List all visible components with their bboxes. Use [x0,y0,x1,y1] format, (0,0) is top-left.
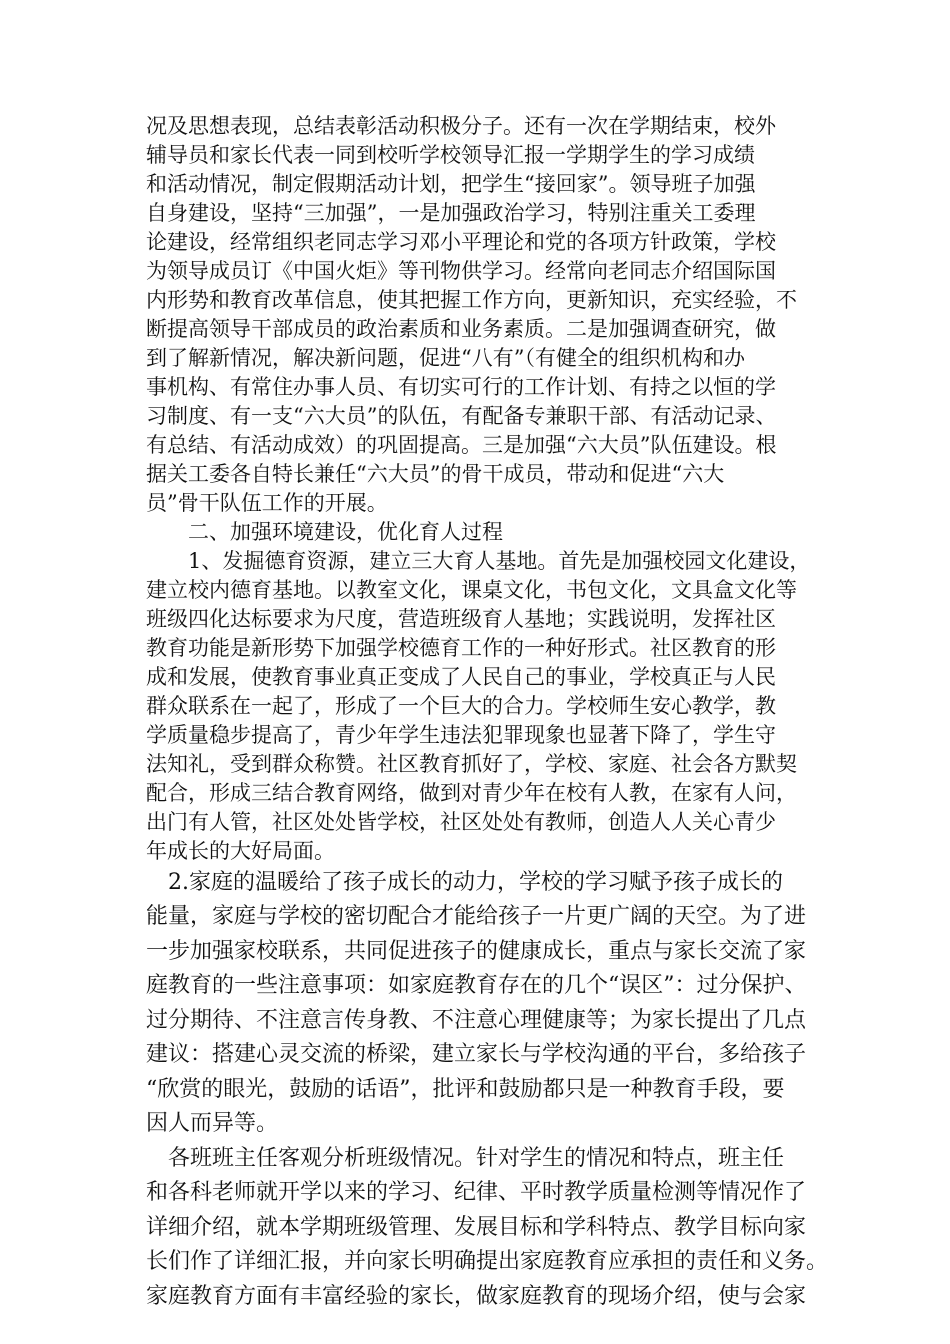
text-line: 自身建设，坚持“三加强”，一是加强政治学习，特别注重关工委理 [146,201,756,225]
text-line: 有总结、有活动成效）的巩固提高。三是加强“六大员”队伍建设。根 [146,433,777,457]
text-line: 年成长的大好局面。 [146,839,335,863]
text-line: 学质量稳步提高了，青少年学生违法犯罪现象也显著下降了，学生守 [146,723,776,747]
text-line: 班级四化达标要求为尺度，营造班级育人基地；实践说明，发挥社区 [146,607,776,631]
text-line: 配合，形成三结合教育网络，做到对青少年在校有人教，在家有人问， [146,781,797,805]
text-line: 辅导员和家长代表一同到校听学校领导汇报一学期学生的学习成绩 [146,143,755,167]
text-line: 庭教育的一些注意事项：如家庭教育存在的几个“误区”：过分保护、 [146,973,807,998]
text-line: 2.家庭的温暖给了孩子成长的动力，学校的学习赋予孩子成长的 [146,870,783,895]
text-line: 成和发展，使教育事业真正变成了人民自己的事业，学校真正与人民 [146,665,776,689]
text-line: 为领导成员订《中国火炬》等刊物供学习。经常向老同志介绍国际国 [146,259,776,283]
text-line: 员”骨干队伍工作的开展。 [146,491,388,515]
text-line: 建议：搭建心灵交流的桥梁，建立家长与学校沟通的平台，多给孩子 [146,1042,807,1067]
text-line: 况及思想表现，总结表彰活动积极分子。还有一次在学期结束，校外 [146,114,776,138]
text-line: 到了解新情况，解决新问题，促进“八有”（有健全的组织机构和办 [146,346,745,370]
text-line: 法知礼，受到群众称赞。社区教育抓好了，学校、家庭、社会各方默契 [146,752,797,776]
text-line: 1、发掘德育资源，建立三大育人基地。首先是加强校园文化建设， [146,549,811,573]
text-line: 群众联系在一起了，形成了一个巨大的合力。学校师生安心教学，教 [146,694,776,718]
text-line: 习制度、有一支“六大员”的队伍，有配备专兼职干部、有活动记录、 [146,404,777,428]
text-line: 详细介绍，就本学期班级管理、发展目标和学科特点、教学目标向家 [146,1215,807,1240]
text-line: 各班班主任客观分析班级情况。针对学生的情况和特点，班主任 [146,1146,785,1171]
text-line: 能量，家庭与学校的密切配合才能给孩子一片更广阔的天空。为了进 [146,904,807,929]
text-line: 教育功能是新形势下加强学校德育工作的一种好形式。社区教育的形 [146,636,776,660]
text-line: 论建设，经常组织老同志学习邓小平理论和党的各项方针政策，学校 [146,230,776,254]
text-line: “欣赏的眼光，鼓励的话语”，批评和鼓励都只是一种教育手段，要 [146,1077,785,1102]
text-line: 据关工委各自特长兼任“六大员”的骨干成员，带动和促进“六大 [146,462,725,486]
text-line: 长们作了详细汇报，并向家长明确提出家庭教育应承担的责任和义务。 [146,1249,829,1274]
text-line: 因人而异等。 [146,1111,279,1136]
text-line: 一步加强家校联系，共同促进孩子的健康成长，重点与家长交流了家 [146,939,807,964]
text-line: 断提高领导干部成员的政治素质和业务素质。二是加强调查研究，做 [146,317,776,341]
section-heading: 二、加强环境建设，优化育人过程 [146,520,503,544]
text-line: 家庭教育方面有丰富经验的家长，做家庭教育的现场介绍，使与会家 [146,1284,807,1309]
text-line: 和各科老师就开学以来的学习、纪律、平时教学质量检测等情况作了 [146,1180,807,1205]
text-line: 事机构、有常住办事人员、有切实可行的工作计划、有持之以恒的学 [146,375,776,399]
text-line: 和活动情况，制定假期活动计划，把学生“接回家”。领导班子加强 [146,172,756,196]
text-line: 建立校内德育基地。以教室文化，课桌文化，书包文化，文具盒文化等 [146,578,797,602]
text-line: 内形势和教育改革信息，使其把握工作方向，更新知识，充实经验，不 [146,288,797,312]
text-line: 过分期待、不注意言传身教、不注意心理健康等；为家长提出了几点 [146,1008,807,1033]
text-line: 出门有人管，社区处处皆学校，社区处处有教师，创造人人关心青少 [146,810,776,834]
